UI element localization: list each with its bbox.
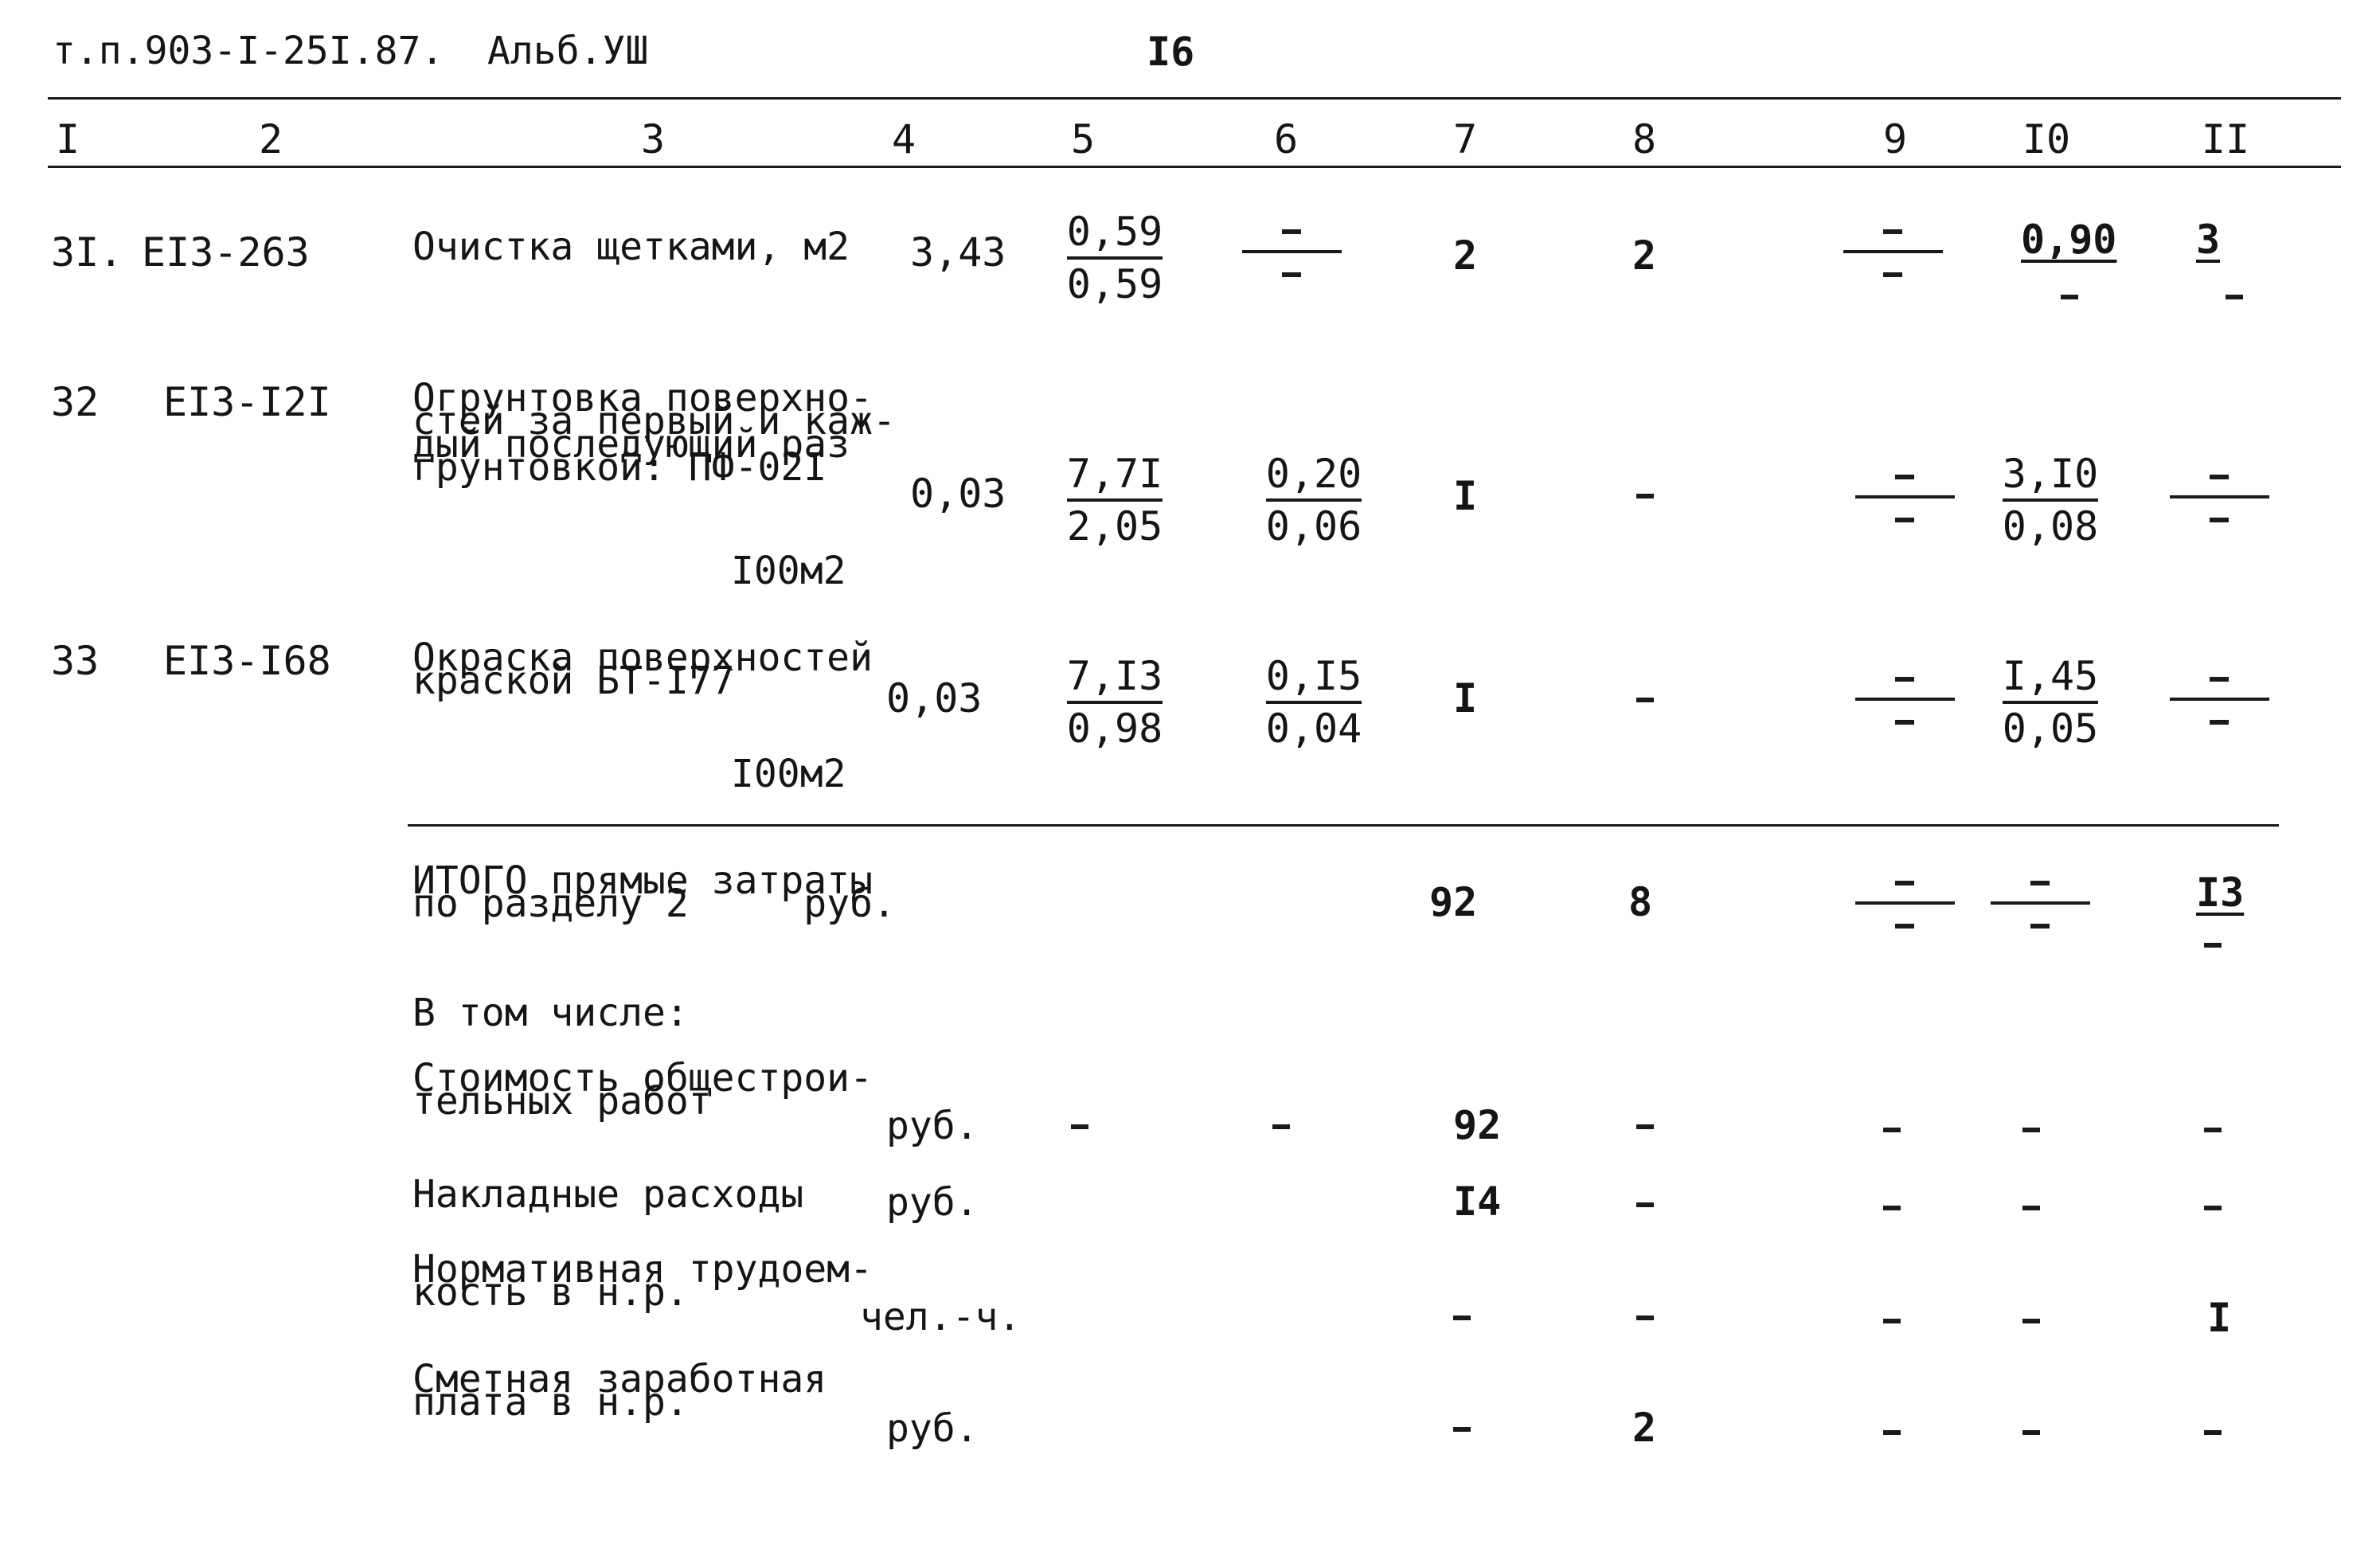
column-number: 4 [891,116,916,162]
breakdown-unit: руб. [886,1406,979,1451]
dash [1883,1128,1901,1132]
column-number: 6 [1273,116,1299,162]
wages-total: 8 [1628,879,1653,925]
unit-cost-fraction [1055,653,1174,752]
machine-cost-wages: 0,06 [1265,503,1362,549]
column-11-value: I [2207,1295,2232,1341]
total-cost: I [1453,473,1478,519]
empty-fraction-dash [2170,454,2273,541]
unit-cost-total: 0,59 [1066,209,1163,255]
dash [2204,943,2222,948]
quantity: 0,03 [886,675,983,721]
column-number: 7 [1452,116,1478,162]
breakdown-label: Сметная заработная плата в н.р. [412,1357,827,1425]
machine-cost-total: 0,I5 [1265,653,1362,699]
empty-fraction-dash [1855,860,1959,948]
dash [2061,295,2078,299]
column-number: 2 [258,116,283,162]
dash [1883,1430,1901,1435]
column-header-rule [48,166,2341,168]
column-11-value: I3 [2196,870,2245,916]
empty-fraction-dash [1991,860,2094,948]
dash [2022,1128,2040,1132]
machine-cost-wages: 0,04 [1265,706,1362,752]
dash [2204,1206,2222,1210]
norm-code: EI3-263 [142,229,310,276]
unit-cost-total: 7,I3 [1066,653,1163,699]
column-number: 9 [1882,116,1908,162]
unit-cost-total: 7,7I [1066,451,1163,497]
column-10-value: 0,90 [2021,217,2117,263]
norm-code: EI3-I68 [163,638,331,684]
empty-fraction-dash [1242,209,1346,296]
column-number: 8 [1632,116,1657,162]
fraction-bar [2003,498,2098,502]
breakdown-label: Стоимость общестрои- тельных работ [412,1056,873,1124]
dash [2022,1319,2040,1323]
fraction-bar [1067,701,1163,704]
dash [2022,1430,2040,1435]
fraction-bar [2003,701,2098,704]
machine-cost-total: 0,20 [1265,451,1362,497]
breakdown-unit: руб. [886,1104,979,1148]
wages-total: 2 [1632,233,1657,279]
work-description: Огрунтовка поверхно- стей за первый и каж- дый последующий раз грунтовкой: ПФ-02I [412,376,896,490]
column-number: 3 [640,116,666,162]
quantity: 0,03 [910,471,1006,517]
total-cost: I [1453,675,1478,721]
empty-fraction-dash [2170,656,2273,744]
column-number: I0 [2022,116,2071,162]
dash [1883,1319,1901,1323]
header-top-rule [48,97,2341,100]
column-10-top: 3,I0 [2002,451,2099,497]
measure-unit: I00м2 [731,752,846,796]
breakdown-unit: чел.-ч. [860,1295,1022,1339]
unit-cost-wages: 0,59 [1066,261,1163,307]
wages-total: 2 [1632,1405,1657,1451]
machine-cost-fraction [1254,653,1374,752]
empty-fraction-dash [1855,454,1959,541]
dash [1453,1427,1471,1432]
column-10-top: I,45 [2002,653,2099,699]
page-number: I6 [1147,29,1195,75]
fraction-bar [1067,256,1163,260]
dash [1071,1124,1088,1129]
dash [1636,494,1654,498]
row-number: 3I. [51,229,123,276]
unit-cost-fraction [1055,451,1174,549]
column-11-value: 3 [2196,217,2221,263]
breakdown-label: Нормативная трудоем- кость в н.р. [412,1247,873,1315]
total-cost: 92 [1453,1102,1502,1148]
dash [1636,1202,1654,1207]
fraction-bar [1067,498,1163,502]
total-label: ИТОГО прямые затраты по разделу 2 руб. [412,858,896,926]
section-total-rule [408,824,2279,827]
work-description: Очистка щетками, м2 [412,225,850,269]
dash [1636,698,1654,702]
dash [1453,1315,1471,1320]
unit-cost-fraction [1055,209,1174,307]
total-cost: 92 [1429,879,1478,925]
unit-cost-wages: 0,98 [1066,706,1163,752]
quantity: 3,43 [910,229,1006,276]
dash [1272,1124,1290,1129]
total-cost: I4 [1453,1179,1502,1225]
empty-fraction-dash [1843,209,1947,296]
row-number: 32 [51,379,100,425]
album-label: Альб.УШ [487,29,649,73]
dash [1636,1124,1654,1129]
row-number: 33 [51,638,100,684]
machine-cost-fraction [1254,451,1374,549]
column-10-bottom: 0,05 [2002,706,2099,752]
column-number: I [55,116,80,162]
column-10-fraction [1991,451,2110,549]
dash [2022,1206,2040,1210]
column-10-fraction [1991,653,2110,752]
breakdown-unit: руб. [886,1180,979,1225]
dash [1636,1315,1654,1320]
dash [2204,1128,2222,1132]
dash [1883,1206,1901,1210]
measure-unit: I00м2 [731,549,846,593]
column-number: 5 [1070,116,1096,162]
norm-code: EI3-I2I [163,379,331,425]
including-label: В том числе: [412,991,689,1035]
fraction-bar [1266,498,1362,502]
dash [2204,1430,2222,1435]
breakdown-label: Накладные расходы [412,1172,804,1217]
empty-fraction-dash [1855,656,1959,744]
dash [2226,295,2243,299]
document-reference: т.п.903-I-25I.87. [53,29,444,73]
column-number: II [2201,116,2250,162]
unit-cost-wages: 2,05 [1066,503,1163,549]
work-description: Окраска поверхностей краской БТ-I77 [412,635,873,703]
fraction-bar [1266,701,1362,704]
column-10-bottom: 0,08 [2002,503,2099,549]
total-cost: 2 [1453,233,1478,279]
